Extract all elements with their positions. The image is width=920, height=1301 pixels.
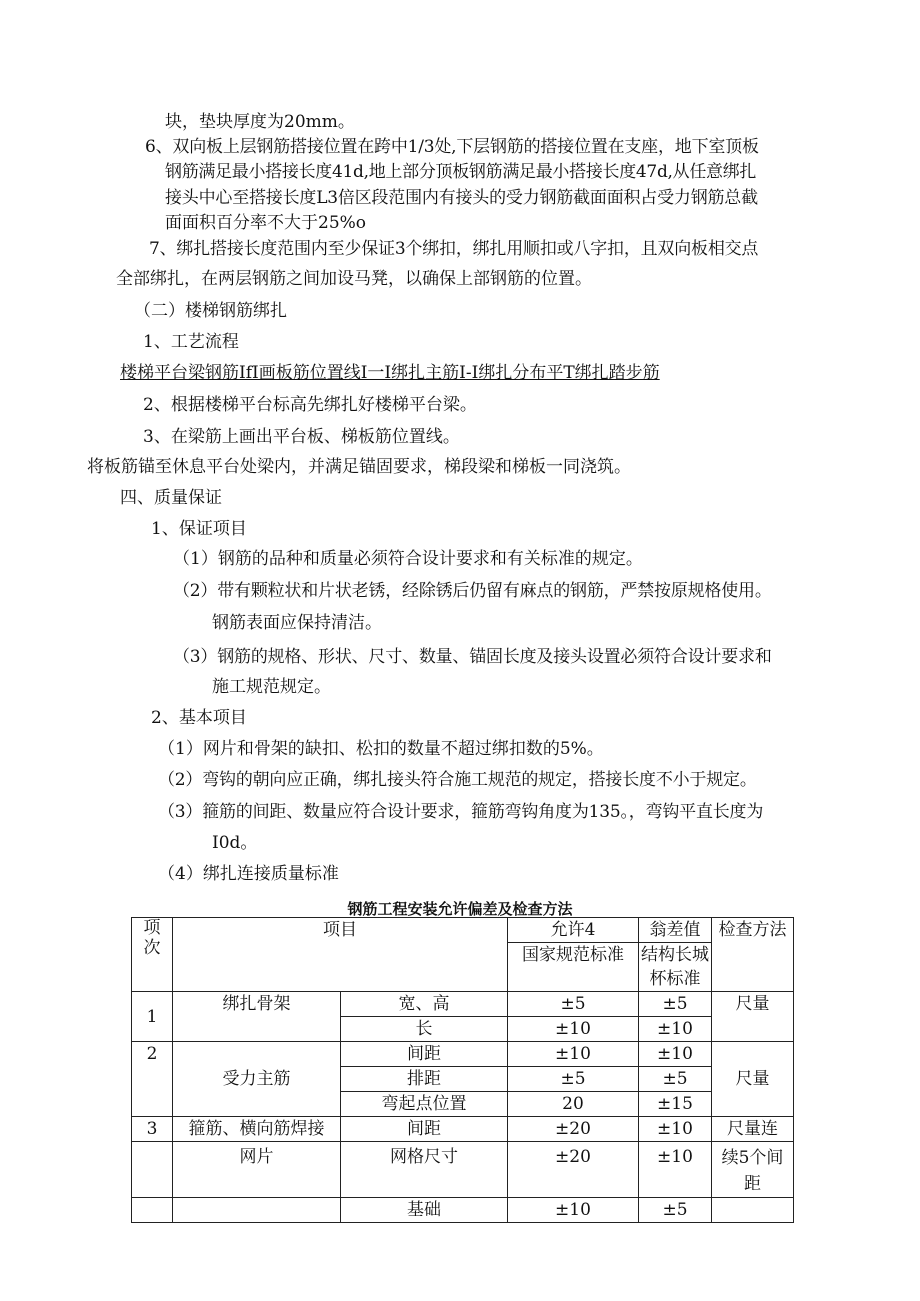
cell-sub: 宽、高 xyxy=(341,992,508,1017)
cell-no: 1 xyxy=(132,992,173,1042)
line-12: 3、在梁筋上画出平台板、梯板筋位置线。 xyxy=(143,427,460,447)
cell-check: 续5个间距 xyxy=(712,1142,794,1198)
line-1: 块，垫块厚度为20mm。 xyxy=(165,112,355,132)
cell-national: ±10 xyxy=(508,1042,639,1067)
header-structure: 结构长城杯标准 xyxy=(639,943,712,992)
section-stairs-heading: （二）楼梯钢筋绑扎 xyxy=(134,301,287,321)
cell-no: 2 xyxy=(132,1042,173,1117)
line-24: （3）箍筋的间距、数量应符合设计要求，箍筋弯钩角度为135。，弯钩平直长度为 xyxy=(158,802,764,822)
line-26: （4）绑扎连接质量标准 xyxy=(158,864,339,884)
line-23: （2）弯钩的朝向应正确，绑扎接头符合施工规范的规定，搭接长度不小于规定。 xyxy=(158,770,757,790)
header-national: 国家规范标准 xyxy=(508,943,639,992)
cell-check: 尺量 xyxy=(712,992,794,1042)
section-quality-heading: 四、质量保证 xyxy=(120,488,222,508)
table-row xyxy=(132,918,794,943)
cell-name xyxy=(173,1198,341,1223)
cell-national: ±5 xyxy=(508,1067,639,1092)
cell-sub: 排距 xyxy=(341,1067,508,1092)
cell-check: 尺量连 xyxy=(712,1117,794,1142)
cell-structure: ±5 xyxy=(639,1067,712,1092)
cell-sub: 弯起点位置 xyxy=(341,1092,508,1117)
cell-check: 尺量 xyxy=(712,1042,794,1117)
table-row xyxy=(132,1198,794,1223)
cell-no xyxy=(132,1142,173,1198)
line-11: 2、根据楼梯平台标高先绑扎好楼梯平台梁。 xyxy=(143,395,477,415)
cell-structure: ±10 xyxy=(639,1017,712,1042)
line-5: 面面积百分率不大于25%o xyxy=(165,213,367,233)
cell-national: 20 xyxy=(508,1092,639,1117)
cell-sub: 长 xyxy=(341,1017,508,1042)
header-tol-a: 允许4 xyxy=(508,918,639,943)
cell-name: 网片 xyxy=(173,1142,341,1198)
cell-national: ±20 xyxy=(508,1117,639,1142)
table-row xyxy=(132,1142,794,1198)
table-row xyxy=(132,1042,794,1067)
cell-national: ±20 xyxy=(508,1142,639,1198)
header-tol-b: 翁差值 xyxy=(639,918,712,943)
header-check: 检查方法 xyxy=(712,918,794,992)
line-3: 钢筋满足最小搭接长度41d,地上部分顶板钢筋满足最小搭接长度47d,从任意绑扎 xyxy=(165,162,757,182)
process-flow: 楼梯平台梁钢筋IfI画板筋位置线I一I绑扎主筋I-I绑扎分布平T绑扎踏步筋 xyxy=(120,363,660,383)
table-row xyxy=(132,1117,794,1142)
cell-no xyxy=(132,1198,173,1223)
cell-national: ±10 xyxy=(508,1017,639,1042)
line-19: （3）钢筋的规格、形状、尺寸、数量、锚固长度及接头设置必须符合设计要求和 xyxy=(173,647,772,667)
line-16: （1）钢筋的品种和质量必须符合设计要求和有关标准的规定。 xyxy=(173,549,643,569)
cell-check xyxy=(712,1198,794,1223)
line-13: 将板筋锚至休息平台处梁内，并满足锚固要求，梯段梁和梯板一同浇筑。 xyxy=(87,457,631,477)
guarantee-heading: 1、保证项目 xyxy=(151,519,247,539)
cell-sub: 间距 xyxy=(341,1117,508,1142)
cell-sub: 基础 xyxy=(341,1198,508,1223)
cell-name: 箍筋、横向筋焊接 xyxy=(173,1117,341,1142)
cell-structure: ±10 xyxy=(639,1117,712,1142)
cell-sub: 间距 xyxy=(341,1042,508,1067)
cell-structure: ±5 xyxy=(639,1198,712,1223)
line-17: （2）带有颗粒状和片状老锈，经除锈后仍留有麻点的钢筋，严禁按原规格使用。 xyxy=(173,581,772,601)
line-25: I0d。 xyxy=(212,833,258,853)
line-20: 施工规范规定。 xyxy=(212,677,331,697)
cell-structure: ±10 xyxy=(639,1142,712,1198)
cell-name: 受力主筋 xyxy=(173,1042,341,1117)
table-title: 钢筋工程安装允许偏差及检查方法 xyxy=(347,900,573,918)
line-7: 全部绑扎，在两层钢筋之间加设马凳，以确保上部钢筋的位置。 xyxy=(116,269,592,289)
cell-structure: ±15 xyxy=(639,1092,712,1117)
basic-heading: 2、基本项目 xyxy=(151,708,247,728)
line-22: （1）网片和骨架的缺扣、松扣的数量不超过绑扣数的5%。 xyxy=(158,739,604,759)
cell-structure: ±10 xyxy=(639,1042,712,1067)
header-item: 项目 xyxy=(173,918,508,992)
cell-sub: 网格尺寸 xyxy=(341,1142,508,1198)
tolerance-table xyxy=(131,917,794,1223)
cell-name: 绑扎骨架 xyxy=(173,992,341,1042)
cell-national: ±10 xyxy=(508,1198,639,1223)
line-2: 6、双向板上层钢筋搭接位置在跨中1/3处,下层钢筋的搭接位置在支座，地下室顶板 xyxy=(145,137,759,157)
cell-no: 3 xyxy=(132,1117,173,1142)
line-6: 7、绑扎搭接长度范围内至少保证3个绑扣，绑扎用顺扣或八字扣，且双向板相交点 xyxy=(149,239,759,259)
line-18: 钢筋表面应保持清洁。 xyxy=(212,613,382,633)
table-row xyxy=(132,992,794,1017)
process-heading: 1、工艺流程 xyxy=(143,332,239,352)
cell-structure: ±5 xyxy=(639,992,712,1017)
cell-national: ±5 xyxy=(508,992,639,1017)
header-item-no: 项次 xyxy=(132,918,173,992)
line-4: 接头中心至搭接长度L3倍区段范围内有接头的受力钢筋截面面积占受力钢筋总截 xyxy=(165,188,758,208)
